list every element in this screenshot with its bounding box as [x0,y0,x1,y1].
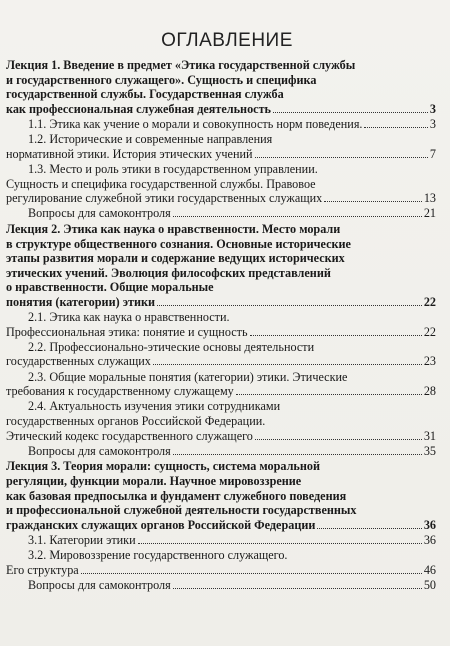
dot-leader [324,201,422,202]
dot-leader [81,573,422,574]
dot-leader [157,305,422,306]
toc-entry-line: этических учений. Эволюция философских представлений [6,265,331,280]
toc-entry-line: 1.2. Исторические и современные направления [28,132,273,147]
toc-entry [6,340,436,369]
toc-entry-text: 1.1. Этика как учение о морали и совокупность норм поведения. [28,116,363,131]
toc-entry-last-line [28,206,436,221]
toc-entry [6,578,436,593]
page-number: 21 [423,206,436,221]
toc-entry-line: регуляции, функции морали. Научное мировоззрение [6,473,302,488]
dot-leader [236,394,422,395]
dot-leader [255,157,428,158]
toc-entry-line: 2.2. Профессионально-этические основы деятельности [28,339,315,354]
toc-entry-last-line [6,325,436,340]
toc-entry-last-line [6,563,436,578]
toc-entry [6,444,436,459]
toc-entry [6,548,436,577]
toc-entry-text: Вопросы для самоконтроля [28,206,171,221]
toc-entry-line: Лекция 2. Этика как наука о нравственности. Место морали [6,221,341,236]
table-of-contents [6,58,436,593]
toc-entry [6,132,436,161]
page-number: 36 [423,517,436,532]
toc-entry [6,370,436,399]
toc-entry-line: государственной службы. Государственная служба [6,87,284,102]
toc-entry-line: 2.3. Общие моральные понятия (категории) этики. Этические [28,369,348,384]
toc-entry [6,310,436,339]
dot-leader [173,454,422,455]
toc-entry-text: требования к государственному служащему [6,384,234,399]
toc-entry-text: государственных служащих [6,354,151,369]
toc-entry-last-line [6,518,436,533]
page-number: 28 [423,384,436,399]
toc-entry [6,206,436,221]
toc-entry-last-line [28,117,436,132]
toc-entry-last-line [6,191,436,206]
dot-leader [153,364,422,365]
toc-entry-last-line [6,102,436,117]
toc-entry-last-line [28,533,436,548]
toc-entry-text: Вопросы для самоконтроля [28,577,171,592]
page-number: 3 [429,101,436,116]
page-number: 22 [423,324,436,339]
toc-entry-text: понятия (категории) этики [6,294,156,309]
toc-entry-text: Его структура [6,562,79,577]
dot-leader [138,543,422,544]
toc-entry-text: Этический кодекс государственного служащего [6,428,253,443]
toc-entry-last-line [28,444,436,459]
page-number: 23 [423,354,436,369]
page-number: 46 [423,562,436,577]
page-number: 13 [423,191,436,206]
page-number: 35 [423,443,436,458]
page-title: ОГЛАВЛЕНИЕ [161,30,293,51]
toc-entry-text: Профессиональная этика: понятие и сущность [6,324,248,339]
toc-entry-line: 3.2. Мировоззрение государственного служащего. [28,548,288,563]
toc-entry-text: нормативной этики. История этических учений [6,146,253,161]
toc-entry [6,162,436,206]
toc-entry-text: регулирование служебной этики государственных служащих [6,191,323,206]
toc-entry-text: Вопросы для самоконтроля [28,443,171,458]
toc-entry [6,117,436,132]
toc-entry [6,459,436,532]
toc-entry-line: 2.4. Актуальность изучения этики сотрудниками [28,399,281,414]
toc-entry-line: о нравственности. Общие моральные [6,280,214,295]
toc-entry-line: как базовая предпосылка и фундамент служебного поведения [6,488,347,503]
toc-entry [6,399,436,443]
toc-entry-line: 2.1. Этика как наука о нравственности. [28,310,230,325]
toc-entry-last-line [6,429,436,444]
toc-entry-line: Сущность и специфика государственной службы. Правовое [6,176,316,191]
toc-entry-line: Лекция 1. Введение в предмет «Этика государственной службы [6,58,356,72]
dot-leader [250,335,422,336]
dot-leader [364,127,427,128]
toc-entry-line: и государственного служащего». Сущность и специфика [6,72,317,87]
dot-leader [317,528,421,529]
dot-leader [255,439,422,440]
toc-entry-line: 1.3. Место и роль этики в государственном управлении. [28,161,318,176]
toc-entry [6,533,436,548]
toc-entry-line: этапы развития морали и содержание ведущих исторических [6,251,345,266]
page-number: 31 [423,428,436,443]
toc-entry-text: гражданских служащих органов Российской Федерации [6,517,316,532]
toc-entry [6,58,436,116]
toc-entry-line: и профессиональной служебной деятельности государственных [6,503,357,518]
toc-entry-text: 3.1. Категории этики [28,532,136,547]
page-number: 50 [423,577,436,592]
toc-entry-line: в структуре общественного сознания. Основные исторические [6,236,351,251]
page-number: 36 [423,532,436,547]
toc-entry-line: государственных органов Российской Федерации. [6,414,266,428]
toc-entry [6,222,436,310]
page-number: 3 [429,116,436,131]
page-number: 22 [423,294,436,309]
toc-entry-line: Лекция 3. Теория морали: сущность, система моральной [6,459,320,474]
toc-entry-last-line [28,578,436,593]
toc-entry-last-line [6,384,436,399]
page-number: 7 [429,146,436,161]
toc-entry-text: как профессиональная служебная деятельность [6,101,272,116]
dot-leader [273,112,428,113]
dot-leader [173,588,422,589]
dot-leader [173,216,422,217]
toc-entry-last-line [6,295,436,310]
toc-entry-last-line [6,354,436,369]
toc-entry-last-line [6,147,436,162]
